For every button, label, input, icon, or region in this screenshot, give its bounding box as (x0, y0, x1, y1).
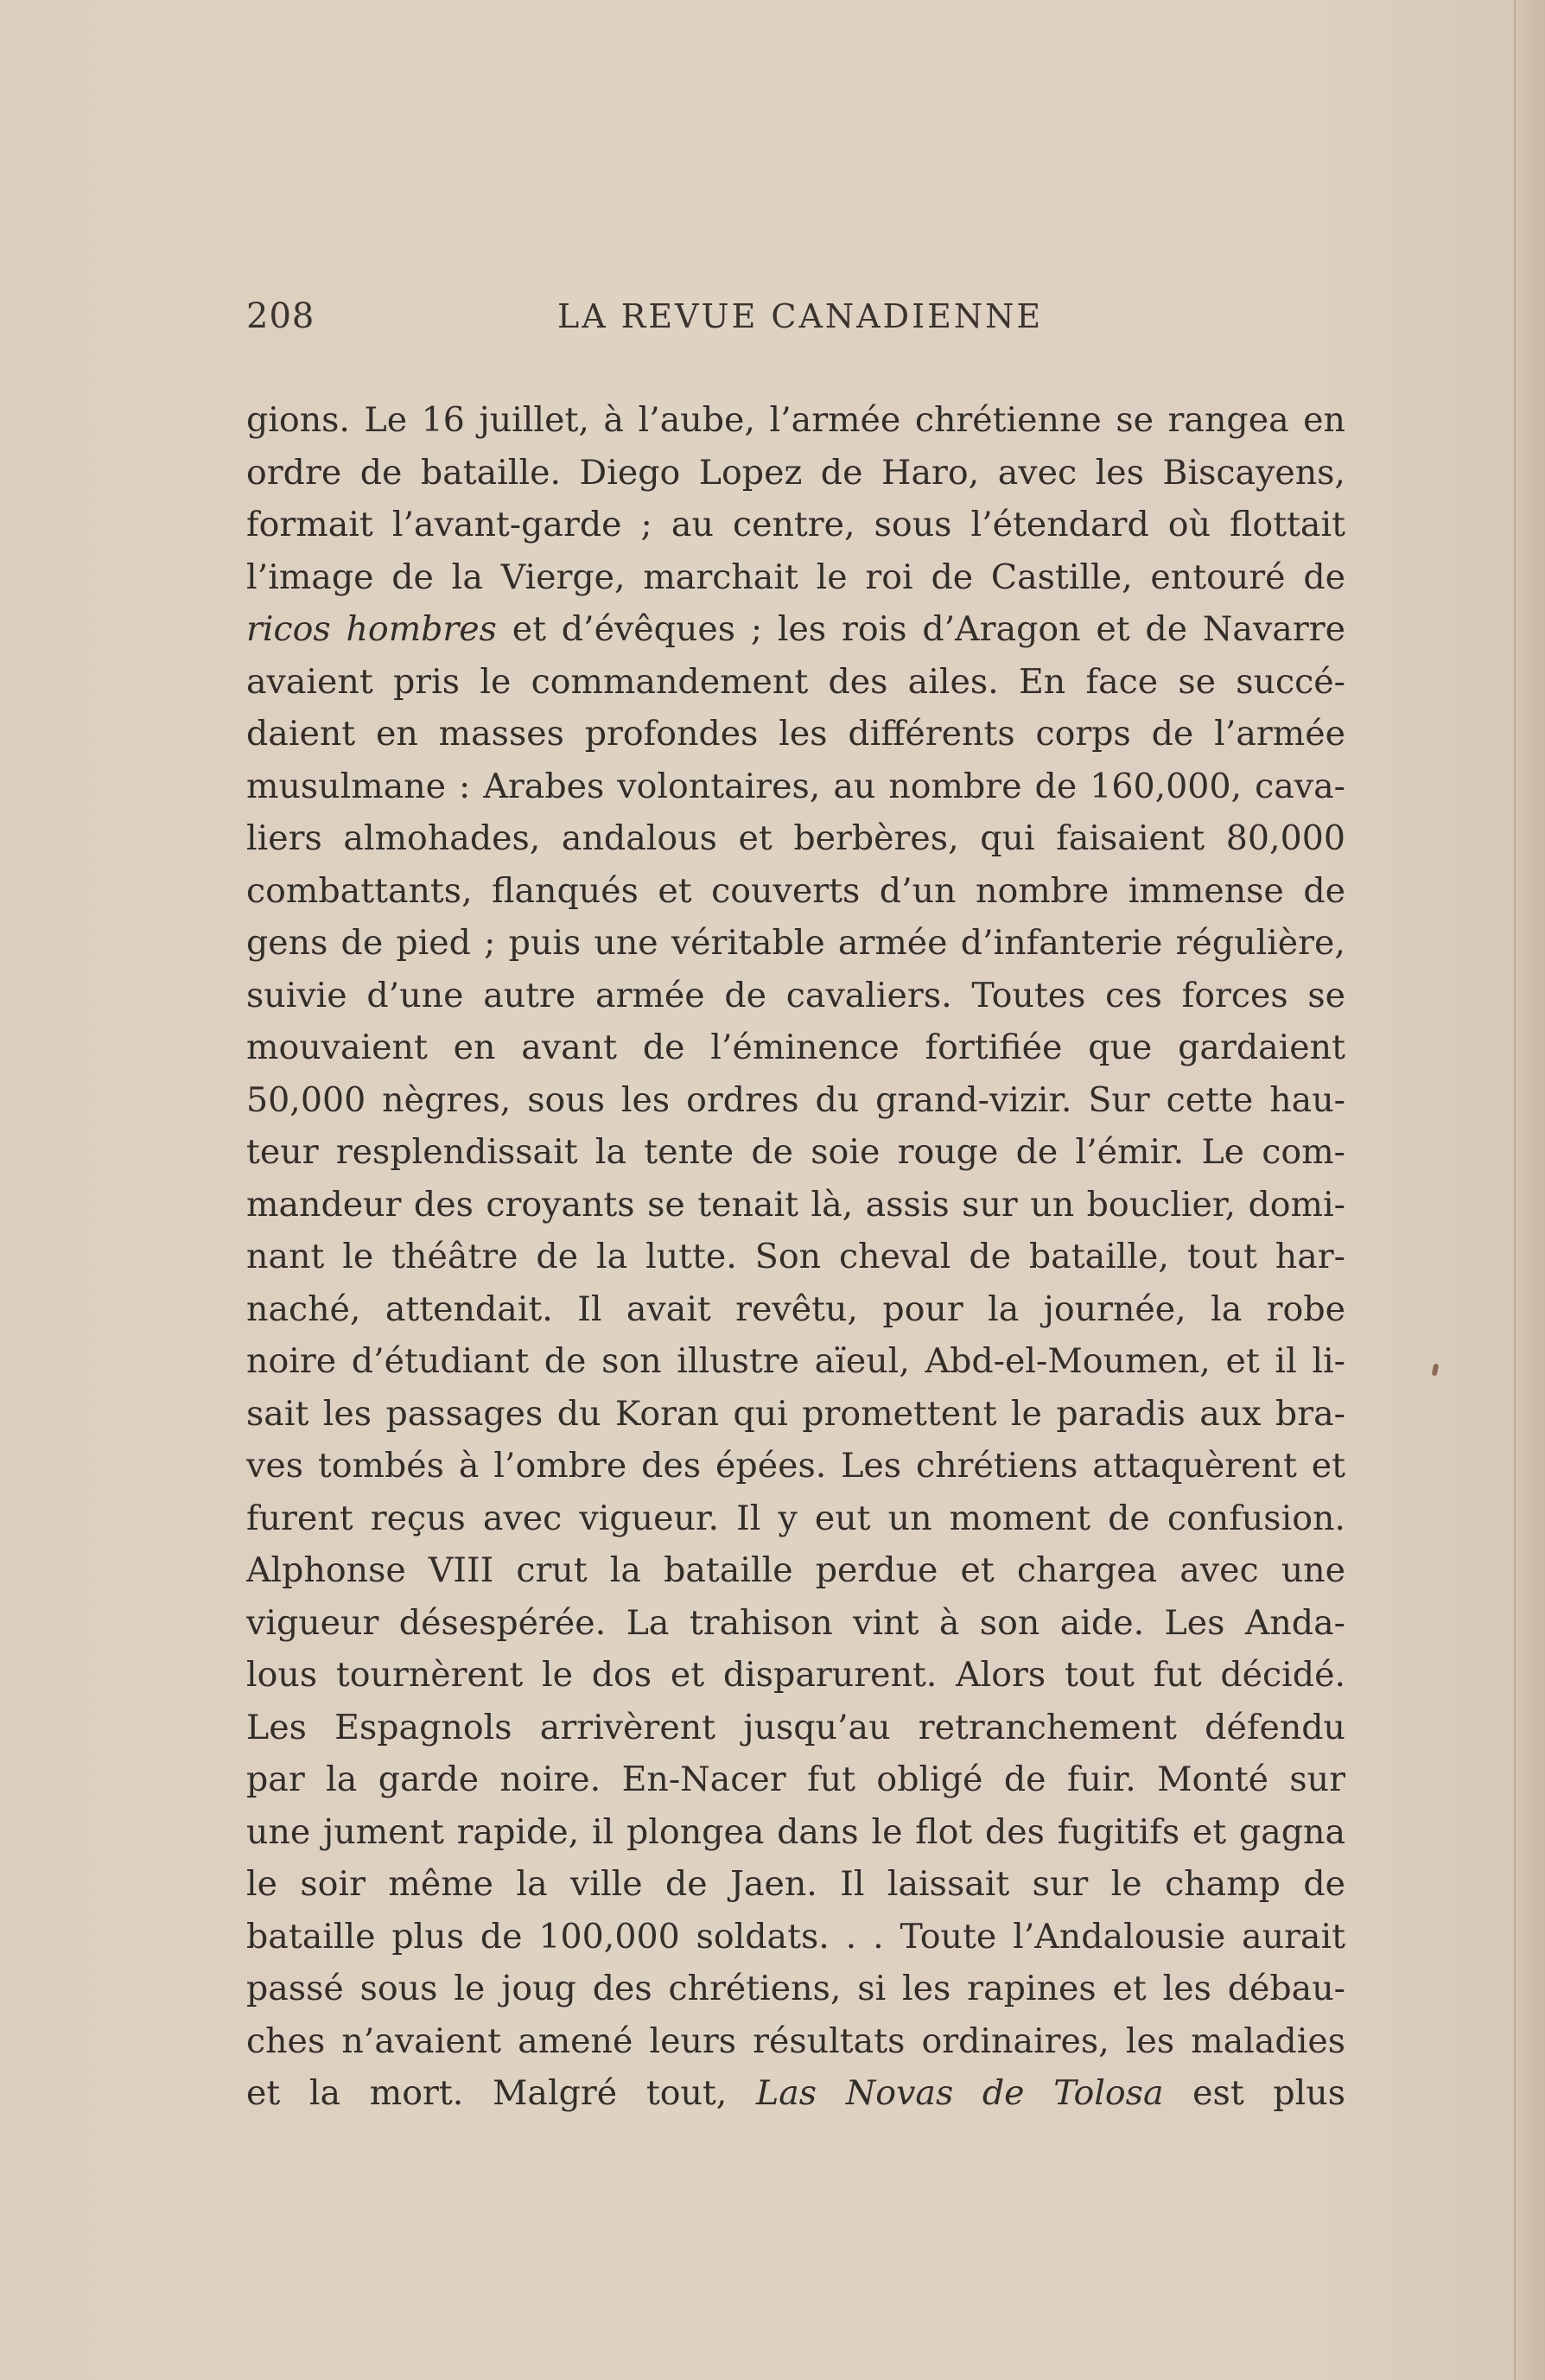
text-line: bataille plus de 100,000 soldats. . . Toute l’Andalousie aurait (246, 1916, 1345, 1957)
text-line (246, 2067, 1345, 2120)
running-title: LA REVUE CANADIENNE (557, 297, 1044, 335)
italic-text: ricos hombres (246, 609, 497, 649)
text-line: ves tombés à l’ombre des épées. Les chrétiens attaquèrent et (246, 1446, 1345, 1486)
roman-text: et d’évêques ; les rois d’Aragon et de Navarre (496, 609, 1345, 649)
text-line: une jument rapide, il plongea dans le flot des fugitifs et gagna (246, 1811, 1345, 1852)
text-line: sait les passages du Koran qui promettent le paradis aux bra- (246, 1393, 1345, 1434)
text-line: naché, attendait. Il avait revêtu, pour la journée, la robe (246, 1289, 1345, 1329)
text-line: formait l’avant-garde ; au centre, sous l’étendard où flottait (246, 505, 1345, 544)
text-line: vigueur désespérée. La trahison vint à son aide. Les Anda- (246, 1602, 1345, 1643)
text-line: nant le théâtre de la lutte. Son cheval de bataille, tout har- (246, 1237, 1345, 1276)
text-line: 50,000 nègres, sous les ordres du grand-vizir. Sur cette hau- (246, 1079, 1345, 1120)
text-line: ordre de bataille. Diego Lopez de Haro, avec les Biscayens, (246, 452, 1345, 493)
text-line: avaient pris le commandement des ailes. En face se succé- (246, 661, 1345, 702)
text-line: Les Espagnols arrivèrent jusqu’au retranchement défendu (246, 1707, 1345, 1747)
text-line: l’image de la Vierge, marchait le roi de Castille, entouré de (246, 557, 1345, 597)
text-line: noire d’étudiant de son illustre aïeul, Abd-el-Moumen, et il li- (246, 1341, 1345, 1381)
text-line: liers almohades, andalous et berbères, qui faisaient 80,000 (246, 818, 1345, 858)
ink-mark (1432, 1364, 1440, 1377)
text-line: Alphonse VIII crut la bataille perdue et chargea avec une (246, 1550, 1345, 1590)
text-line: musulmane : Arabes volontaires, au nombre de 160,000, cava- (246, 766, 1345, 806)
text-line: teur resplendissait la tente de soie rouge de l’émir. Le com- (246, 1132, 1345, 1172)
text-line (246, 603, 1345, 656)
page-number: 208 (246, 296, 315, 336)
page-binding-edge (1514, 0, 1545, 2380)
page-header (246, 292, 1345, 340)
roman-text: est plus (1163, 2073, 1345, 2113)
text-line: lous tournèrent le dos et disparurent. Alors tout fut décidé. (246, 1655, 1345, 1695)
text-line: gions. Le 16 juillet, à l’aube, l’armée chrétienne se rangea en (246, 400, 1345, 440)
text-line: mouvaient en avant de l’éminence fortifiée que gardaient (246, 1028, 1345, 1067)
italic-text: Las Novas de Tolosa (756, 2073, 1164, 2113)
text-line: furent reçus avec vigueur. Il y eut un moment de confusion. (246, 1498, 1345, 1538)
text-line: le soir même la ville de Jaen. Il laissait sur le champ de (246, 1864, 1345, 1904)
body-text (246, 394, 1345, 2120)
text-line: combattants, flanqués et couverts d’un nombre immense de (246, 870, 1345, 911)
text-line: suivie d’une autre armée de cavaliers. Toutes ces forces se (246, 975, 1345, 1015)
text-line: par la garde noire. En-Nacer fut obligé de fuir. Monté sur (246, 1760, 1345, 1799)
text-line: mandeur des croyants se tenait là, assis sur un bouclier, domi- (246, 1184, 1345, 1225)
text-line: passé sous le joug des chrétiens, si les rapines et les débau- (246, 1969, 1345, 2008)
text-line: ches n’avaient amené leurs résultats ordinaires, les maladies (246, 2020, 1345, 2061)
text-line: gens de pied ; puis une véritable armée d’infanterie régulière, (246, 923, 1345, 963)
roman-text: et la mort. Malgré tout, (246, 2073, 757, 2113)
text-line: daient en masses profondes les différents corps de l’armée (246, 714, 1345, 754)
